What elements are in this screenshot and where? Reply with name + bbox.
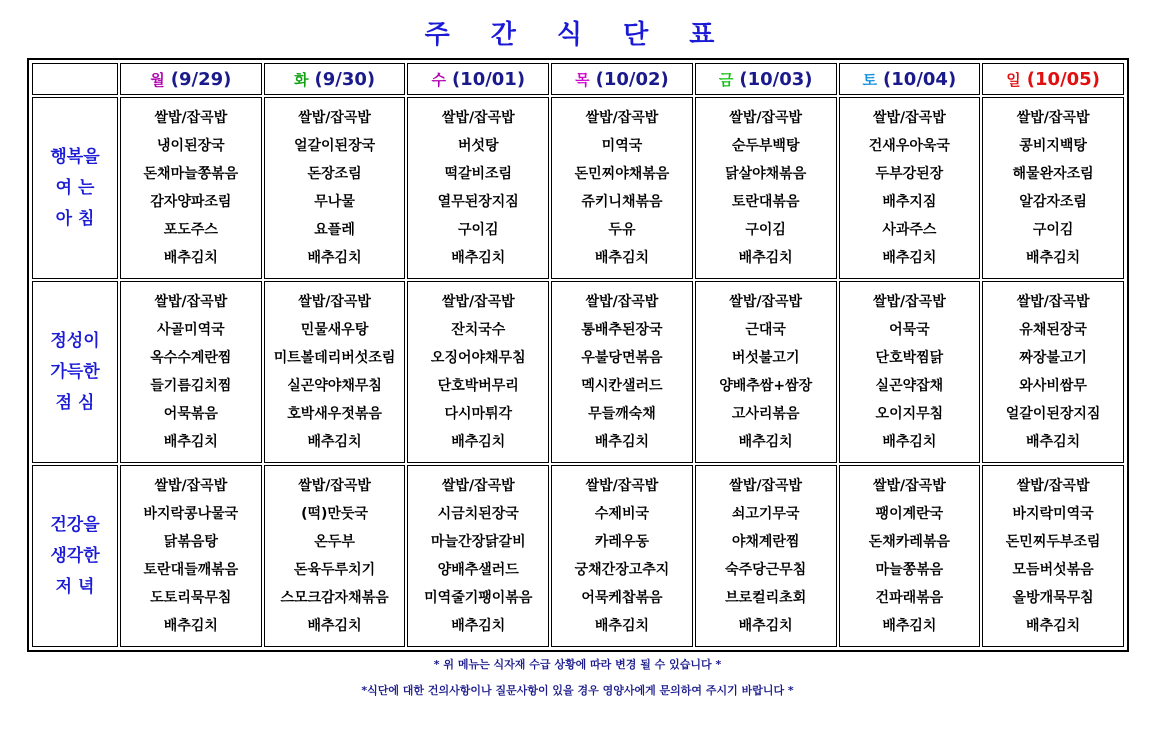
dish-item: 오이지무침 <box>875 406 944 422</box>
meal-label-line: 정성이 <box>50 330 100 351</box>
dish-item: 토란대볶음 <box>731 194 800 210</box>
dish-item: 사과주스 <box>882 222 937 238</box>
corner-cell <box>32 63 118 95</box>
menu-cell <box>839 281 981 463</box>
dish-item: 미역줄기팽이볶음 <box>424 590 533 606</box>
dish-item: 배추김치 <box>1026 618 1081 634</box>
weekday-icon: 목 <box>575 70 590 89</box>
dish-item: 궁채간장고추지 <box>574 562 670 578</box>
menu-cell <box>120 281 262 463</box>
dish-item: 돈민찌야채볶음 <box>574 166 670 182</box>
menu-cell <box>551 465 693 647</box>
dish-item: 포도주스 <box>163 222 218 238</box>
menu-table-frame <box>27 58 1129 652</box>
meal-label <box>32 465 118 647</box>
menu-cell <box>264 97 406 279</box>
dish-item: 쌀밥/잡곡밥 <box>873 294 946 310</box>
dish-item: 민물새우탕 <box>300 322 369 338</box>
dish-item: 쌀밥/잡곡밥 <box>298 294 371 310</box>
contact-notice: *식단에 대한 건의사항이나 질문사항이 있을 경우 영양사에게 문의하여 주시기 바랍니다 * <box>361 684 794 697</box>
dish-item: 쌀밥/잡곡밥 <box>298 110 371 126</box>
dish-item: 단호박찜닭 <box>875 350 944 366</box>
dish-item: 배추김치 <box>307 434 362 450</box>
dish-item: 배추김치 <box>451 434 506 450</box>
meal-label-line: 아 침 <box>55 208 95 229</box>
dish-item: 야채계란찜 <box>731 534 800 550</box>
dish-item: 쌀밥/잡곡밥 <box>585 110 659 126</box>
dish-item: 어묵케찹볶음 <box>581 590 663 606</box>
dish-item: 쌀밥/잡곡밥 <box>441 478 515 494</box>
menu-cell <box>551 97 693 279</box>
dish-item: 돈장조림 <box>307 166 362 182</box>
dish-item: 배추김치 <box>738 434 793 450</box>
dish-item: 쌀밥/잡곡밥 <box>729 110 803 126</box>
dish-item: 쌀밥/잡곡밥 <box>154 478 228 494</box>
dish-item: 마늘간장닭갈비 <box>430 534 526 550</box>
menu-cell <box>407 97 549 279</box>
weekday-icon: 월 <box>150 70 165 89</box>
dish-item: 배추김치 <box>451 250 506 266</box>
menu-change-notice: * 위 메뉴는 식자재 수급 상황에 따라 변경 될 수 있습니다 * <box>433 658 722 671</box>
dish-item: 돈민찌두부조림 <box>1005 534 1101 550</box>
dish-item: 배추김치 <box>738 250 793 266</box>
day-header-row <box>32 63 1124 95</box>
meal-label-line: 건강을 <box>50 514 100 535</box>
dish-item: 어묵볶음 <box>163 406 218 422</box>
day-date: (9/30) <box>314 68 376 90</box>
dish-item: 호박새우젓볶음 <box>287 406 382 422</box>
weekday-icon: 일 <box>1006 70 1021 89</box>
meal-label <box>32 97 118 279</box>
dish-item: 쌀밥/잡곡밥 <box>441 110 515 126</box>
meal-label-line: 행복을 <box>50 146 100 167</box>
dish-item: 순두부백탕 <box>731 138 800 154</box>
meal-row-lunch <box>32 281 1124 463</box>
meal-label-line: 가득한 <box>50 361 100 382</box>
dish-item: 콩비지백탕 <box>1019 138 1087 154</box>
dish-item: 토란대들깨볶음 <box>143 562 239 578</box>
meal-label-line: 여 는 <box>55 177 95 198</box>
dish-item: 브로컬리초회 <box>725 590 807 606</box>
dish-item: 얼갈이된장지짐 <box>1005 406 1101 422</box>
dish-item: 어묵국 <box>889 322 930 338</box>
dish-item: 쌀밥/잡곡밥 <box>154 110 228 126</box>
day-header-sun <box>982 63 1124 95</box>
dish-item: 스모크감자채볶음 <box>280 590 389 606</box>
meal-label <box>32 281 118 463</box>
dish-item: 구이김 <box>745 222 786 238</box>
menu-table <box>30 61 1126 649</box>
day-date: (10/03) <box>739 68 813 90</box>
dish-item: 옥수수계란찜 <box>150 350 232 366</box>
dish-item: 쌀밥/잡곡밥 <box>1016 110 1090 126</box>
dish-item: 미역국 <box>601 138 643 154</box>
dish-item: 수제비국 <box>594 506 650 522</box>
dish-item: 해물완자조림 <box>1012 166 1094 182</box>
dish-item: 실곤약야채무침 <box>287 378 382 394</box>
dish-item: 요플레 <box>314 222 355 238</box>
dish-item: 건파래볶음 <box>875 590 944 606</box>
day-date: (10/01) <box>451 68 526 90</box>
menu-cell <box>407 281 549 463</box>
dish-item: 바지락콩나물국 <box>143 506 239 522</box>
dish-item: 양배추쌈+쌈장 <box>719 378 813 394</box>
dish-item: 쌀밥/잡곡밥 <box>441 294 515 310</box>
dish-item: 근대국 <box>745 322 786 338</box>
dish-item: 멕시칸샐러드 <box>581 378 663 394</box>
dish-item: 무나물 <box>314 194 355 210</box>
dish-item: 짜장불고기 <box>1019 350 1087 366</box>
dish-item: 배추김치 <box>163 434 218 450</box>
dish-item: 구이김 <box>1032 222 1074 238</box>
menu-cell <box>407 465 549 647</box>
menu-cell <box>120 97 262 279</box>
dish-item: 단호박버무리 <box>437 378 519 394</box>
weekday-icon: 수 <box>431 70 446 89</box>
day-header-sat <box>839 63 981 95</box>
meal-label-line: 생각한 <box>50 545 100 566</box>
dish-item: 잔치국수 <box>451 322 506 338</box>
dish-item: 버섯불고기 <box>731 350 800 366</box>
dish-item: 사골미역국 <box>157 322 225 338</box>
dish-item: 올방개묵무침 <box>1012 590 1094 606</box>
menu-cell <box>120 465 262 647</box>
dish-item: 배추김치 <box>1026 434 1081 450</box>
day-header-fri <box>695 63 837 95</box>
menu-cell <box>551 281 693 463</box>
dish-item: 쌀밥/잡곡밥 <box>1016 294 1090 310</box>
dish-item: 배추김치 <box>882 250 937 266</box>
dish-item: 배추김치 <box>882 434 937 450</box>
dish-item: 쌀밥/잡곡밥 <box>585 294 659 310</box>
dish-item: 통배추된장국 <box>581 322 663 338</box>
menu-cell <box>982 97 1124 279</box>
menu-cell <box>264 465 406 647</box>
dish-item: 배추김치 <box>163 250 218 266</box>
dish-item: 다시마튀각 <box>444 406 513 422</box>
day-date: (10/04) <box>883 68 957 90</box>
dish-item: 두유 <box>608 222 636 238</box>
dish-item: 돈채카레볶음 <box>868 534 950 550</box>
dish-item: 고사리볶음 <box>731 406 800 422</box>
dish-item: 무들깨숙채 <box>588 406 656 422</box>
menu-cell <box>695 97 837 279</box>
dish-item: 쥬키니채볶음 <box>581 194 663 210</box>
menu-cell <box>695 465 837 647</box>
dish-item: 우불당면볶음 <box>581 350 663 366</box>
day-header-tue <box>264 63 406 95</box>
dish-item: 오징어야채무침 <box>430 350 526 366</box>
dish-item: 도토리묵무침 <box>150 590 232 606</box>
dish-item: 쌀밥/잡곡밥 <box>729 478 803 494</box>
dish-item: 모듬버섯볶음 <box>1012 562 1094 578</box>
dish-item: 닭살야채볶음 <box>725 166 807 182</box>
menu-cell <box>982 465 1124 647</box>
dish-item: 쌀밥/잡곡밥 <box>585 478 659 494</box>
dish-item: 배추김치 <box>594 250 650 266</box>
dish-item: 유채된장국 <box>1019 322 1087 338</box>
dish-item: 얼갈이된장국 <box>293 138 376 154</box>
dish-item: 알감자조림 <box>1019 194 1087 210</box>
dish-item: 배추김치 <box>594 434 650 450</box>
menu-cell <box>264 281 406 463</box>
dish-item: 와사비쌈무 <box>1019 378 1087 394</box>
dish-item: 배추김치 <box>307 250 362 266</box>
dish-item: 쌀밥/잡곡밥 <box>873 110 946 126</box>
dish-item: 배추김치 <box>882 618 937 634</box>
day-date: (10/02) <box>595 68 669 90</box>
dish-item: 쇠고기무국 <box>731 506 800 522</box>
dish-item: 쌀밥/잡곡밥 <box>1016 478 1090 494</box>
day-date: (9/29) <box>170 68 232 90</box>
dish-item: 실곤약잡채 <box>875 378 944 394</box>
dish-item: 배추김치 <box>451 618 506 634</box>
dish-item: 두부강된장 <box>875 166 944 182</box>
dish-item: (떡)만둣국 <box>301 506 368 522</box>
dish-item: 구이김 <box>457 222 499 238</box>
menu-cell <box>982 281 1124 463</box>
dish-item: 버섯탕 <box>457 138 499 154</box>
dish-item: 돈육두루치기 <box>293 562 376 578</box>
menu-cell <box>839 465 981 647</box>
dish-item: 쌀밥/잡곡밥 <box>298 478 371 494</box>
day-header-wed <box>407 63 549 95</box>
dish-item: 양배추샐러드 <box>437 562 519 578</box>
dish-item: 건새우아욱국 <box>868 138 950 154</box>
dish-item: 배추김치 <box>1026 250 1081 266</box>
dish-item: 쌀밥/잡곡밥 <box>154 294 228 310</box>
dish-item: 열무된장지짐 <box>437 194 519 210</box>
day-header-mon <box>120 63 262 95</box>
dish-item: 시금치된장국 <box>437 506 519 522</box>
weekday-icon: 토 <box>862 70 878 89</box>
dish-item: 떡갈비조림 <box>444 166 513 182</box>
dish-item: 팽이계란국 <box>875 506 944 522</box>
day-date: (10/05) <box>1026 68 1100 90</box>
meal-label-line: 점 심 <box>55 392 95 413</box>
dish-item: 감자양파조림 <box>150 194 232 210</box>
dish-item: 배추김치 <box>163 618 218 634</box>
dish-item: 온두부 <box>314 534 355 550</box>
dish-item: 배추김치 <box>594 618 650 634</box>
dish-item: 쌀밥/잡곡밥 <box>729 294 803 310</box>
dish-item: 마늘쫑볶음 <box>875 562 944 578</box>
meal-row-breakfast <box>32 97 1124 279</box>
dish-item: 배추김치 <box>738 618 793 634</box>
weekday-icon: 화 <box>294 70 309 89</box>
meal-label-line: 저 녁 <box>55 576 95 597</box>
dish-item: 돈채마늘쫑볶음 <box>143 166 239 182</box>
dish-item: 미트볼데리버섯조림 <box>273 350 396 366</box>
dish-item: 숙주당근무침 <box>725 562 807 578</box>
menu-cell <box>695 281 837 463</box>
dish-item: 냉이된장국 <box>157 138 225 154</box>
menu-cell <box>839 97 981 279</box>
dish-item: 들기름김치찜 <box>150 378 232 394</box>
dish-item: 배추김치 <box>307 618 362 634</box>
dish-item: 닭볶음탕 <box>163 534 218 550</box>
dish-item: 카레우동 <box>594 534 650 550</box>
dish-item: 바지락미역국 <box>1012 506 1094 522</box>
page-title: 주 간 식 단 표 <box>424 20 731 50</box>
meal-row-dinner <box>32 465 1124 647</box>
day-header-thu <box>551 63 693 95</box>
dish-item: 배추지짐 <box>882 194 937 210</box>
weekday-icon: 금 <box>718 70 734 89</box>
dish-item: 쌀밥/잡곡밥 <box>873 478 946 494</box>
